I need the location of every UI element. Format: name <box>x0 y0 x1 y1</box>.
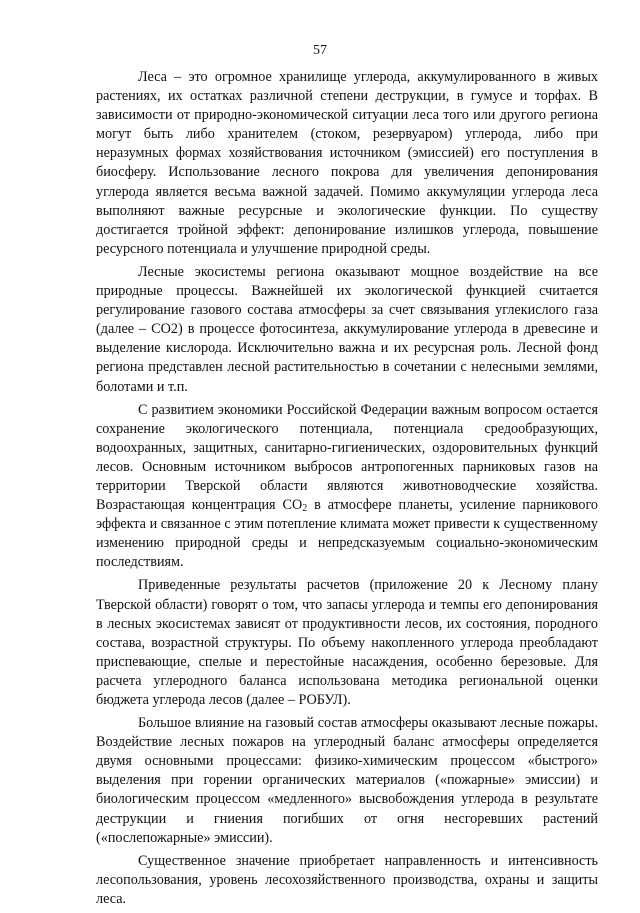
page-number: 57 <box>313 43 327 58</box>
paragraph-text-part: С развитием экономики Российской Федерации важным вопросом остается сохранение экологического потенциала, потенциала средообразующих, водоохранных, защитных, санитарно-гигиенических, оздоровительных функций лесов. Основным источником выбросов антропогенных парниковых газов на территории Тверской области являются животноводческие хозяйства. Возрастающая концентрация CO <box>96 401 598 514</box>
co2-subscript: 2 <box>302 503 308 515</box>
paragraph-forest-management: Существенное значение приобретает направленность и интенсивность лесопользования, уровень лесохозяйственного производства, охраны и защиты леса. <box>96 852 598 907</box>
paragraph-forest-carbon-storage: Леса – это огромное хранилище углерода, аккумулированного в живых растениях, их остатках различной степени деструкции, в гумусе и торфах. В зависимости от природно-экономической ситуации леса того или другого региона могут быть либо хранителем (стоком, резервуаром) углерода, либо при неразумных формах хозяйствования источником (эмиссией) его поступления в биосферу. Использование лесного покрова для увеличения депонирования углерода является весьма важной задачей. Помимо аккумуляции углерода леса выполняют важные ресурсные и экологические функции. По существу достигается тройной эффект: депонирование излишков углерода, повышение ресурсного потенциала и улучшение природной среды. <box>96 69 598 257</box>
paragraph-text-part: в атмосфере планеты, усиление парникового эффекта и связанное с этим потепление климата может привести к существенному изменению природной среды и непредсказуемым социально-экономическим последствиям. <box>96 497 598 571</box>
paragraph-forest-fires: Большое влияние на газовый состав атмосферы оказывают лесные пожары. Воздействие лесных пожаров на углеродный баланс атмосферы определяется двумя основными процессами: физико-химическим процессом «быстрого» выделения при горении органических материалов («пожарные» эмиссии) и биологическим процессом «медленного» высвобождения углерода в результате деструкции и гниения погибших от огня несгоревших растений («послепожарные» эмиссии). <box>96 715 598 846</box>
paragraph-forest-ecosystems: Лесные экосистемы региона оказывают мощное воздействие на все природные процессы. Важнейшей их экологической функцией считается регулирование газового состава атмосферы за счет связывания углекислого газа (далее – CO2) в процессе фотосинтеза, аккумулирование углерода в древесине и выделение кислорода. Исключительно важна и их ресурсная роль. Лесной фонд региона представлен лесной растительностью в сочетании с нелесными землями, болотами и т.п. <box>96 263 598 395</box>
paragraph-ecological-potential <box>96 401 598 573</box>
paragraph-calculation-results: Приведенные результаты расчетов (приложение 20 к Лесному плану Тверской области) говорят о том, что запасы углерода и темпы его депонирования в лесных экосистемах зависят от продуктивности лесов, их состояния, породного состава, возрастной структуры. По объему накопленного углерода преобладают приспевающие, спелые и перестойные насаждения, особенно березовые. Для расчета углеродного баланса использована методика региональной оценки бюджета углерода лесов (далее – РОБУЛ). <box>96 577 598 708</box>
document-body <box>96 68 598 913</box>
